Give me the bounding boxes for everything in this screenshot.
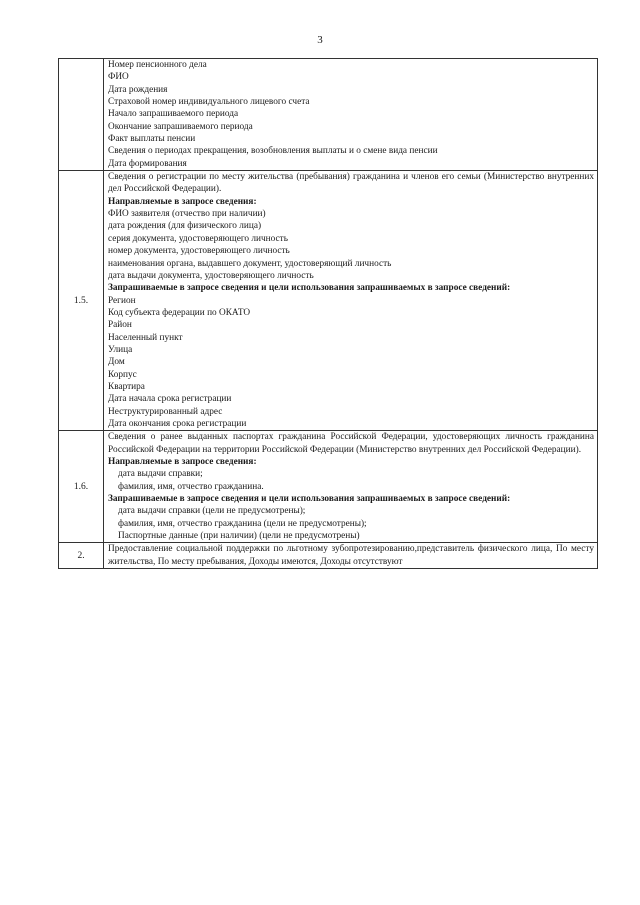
requested-item: Район [108,320,132,331]
requested-item: Паспортные данные (при наличии) (цели не предусмотрены) [118,531,360,542]
sent-item: ФИО заявителя (отчество при наличии) [108,209,266,220]
row-number [59,59,104,171]
requested-heading: Запрашиваемые в запросе сведения и цели использования запрашиваемых в запросе сведений: [108,494,511,505]
row-number: 1.5. [59,171,104,431]
section-intro: Сведения о ранее выданных паспортах гражданина Российской Федерации, удостоверяющих личность гражданина Российской Федерации на территории Российской Федерации (Министерство внутренних дел Российской Федерации). [108,432,594,455]
list-item: Окончание запрашиваемого периода [108,121,253,132]
requested-item: Неструктурированный адрес [108,406,223,417]
sent-item: дата рождения (для физического лица) [108,221,262,232]
requested-item: Дом [108,357,125,368]
list-item: Факт выплаты пенсии [108,134,196,145]
requested-item: Код субъекта федерации по ОКАТО [108,307,251,318]
requested-item: Квартира [108,381,145,392]
row-content [104,59,598,171]
table-row [59,171,598,431]
table-row [59,543,598,569]
section-text: Предоставление социальной поддержки по льготному зубопротезированию,представитель физического лица, По месту жительства, По месту пребывания, Доходы имеются, Доходы отсутствуют [108,544,594,567]
sent-item: дата выдачи справки; [118,469,203,480]
sent-item: наименования органа, выдавшего документ, удостоверяющий личность [108,258,392,269]
table-row [59,431,598,543]
list-item: ФИО [108,72,129,83]
requested-item: Регион [108,295,136,306]
requested-item: Населенный пункт [108,332,183,343]
row-content [104,171,598,431]
requested-heading: Запрашиваемые в запросе сведения и цели использования запрашиваемых в запросе сведений: [108,283,511,294]
requested-item: дата выдачи справки (цели не предусмотрены); [118,506,306,517]
requested-item: Корпус [108,369,137,380]
sent-item: дата выдачи документа, удостоверяющего личность [108,270,314,281]
sent-item: номер документа, удостоверяющего личность [108,246,290,257]
row-content [104,431,598,543]
sent-item: серия документа, удостоверяющего личность [108,233,288,244]
sent-heading: Направляемые в запросе сведения: [108,457,257,467]
list-item: Страховой номер индивидуального лицевого счета [108,97,310,108]
requested-item: Дата окончания срока регистрации [108,418,247,429]
sent-heading: Направляемые в запросе сведения: [108,196,257,207]
row-number: 1.6. [59,431,104,543]
row-number: 2. [59,543,104,569]
list-item: Сведения о периодах прекращения, возобновления выплаты и о смене вида пенсии [108,146,438,157]
sent-item: фамилия, имя, отчество гражданина. [118,481,264,492]
list-item: Дата рождения [108,84,168,95]
table-row [59,59,598,171]
requested-item: Дата начала срока регистрации [108,394,232,405]
requested-item: фамилия, имя, отчество гражданина (цели не предусмотрены); [118,518,367,529]
list-item: Номер пенсионного дела [108,60,207,70]
list-item: Дата формирования [108,158,187,169]
section-intro: Сведения о регистрации по месту жительства (пребывания) гражданина и членов его семьи (Министерство внутренних дел Российской Федерации). [108,172,594,195]
requested-item: Улица [108,344,133,355]
document-table [58,58,598,569]
row-content [104,543,598,569]
page-number: 3 [317,34,323,46]
list-item: Начало запрашиваемого периода [108,109,239,120]
